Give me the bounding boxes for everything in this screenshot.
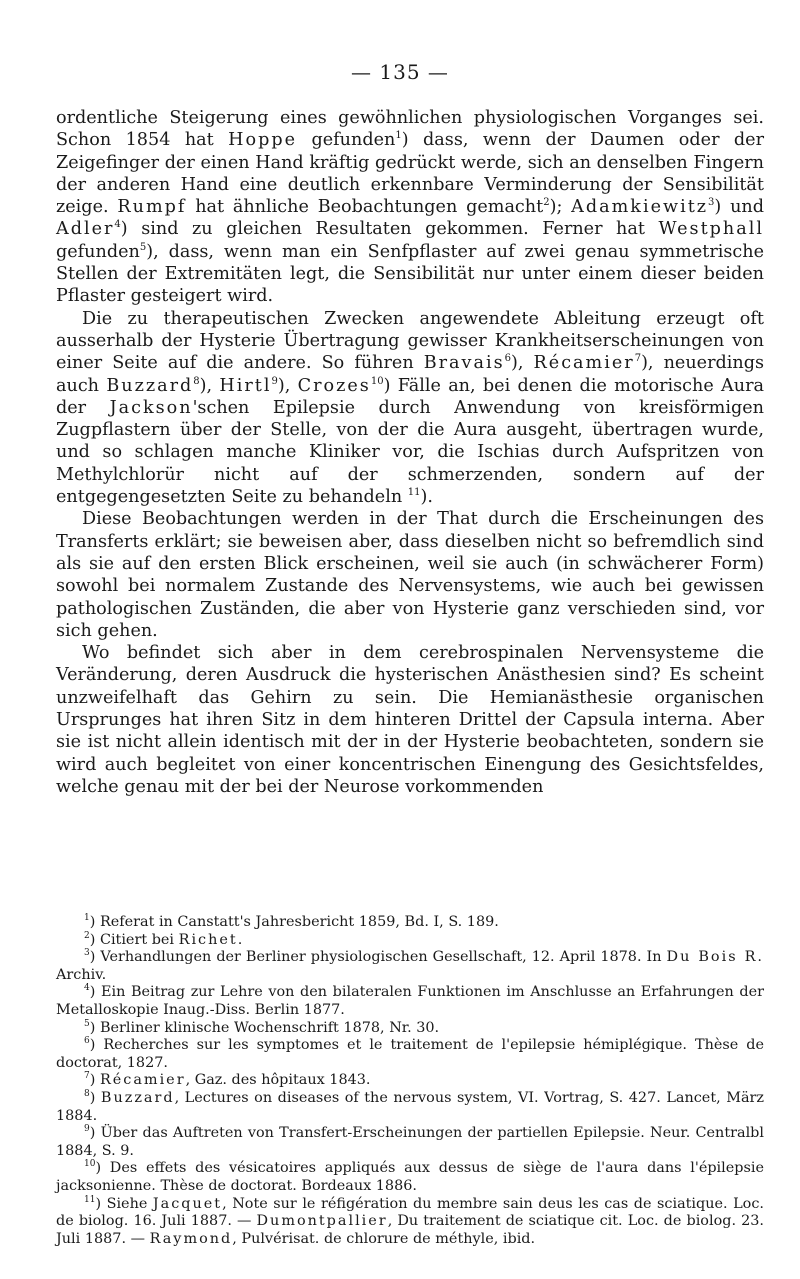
footnote xyxy=(56,1196,764,1249)
footnote xyxy=(56,932,764,950)
text-run: ) Fälle an, bei denen die motorische Aura der xyxy=(56,375,764,418)
footnote-number: 4 xyxy=(84,983,90,994)
footnote xyxy=(56,914,764,932)
text-run: Recherches sur les symptomes et le traitement de l'epilepsie hémiplégique. Thèse de doctorat, 1827. xyxy=(56,1037,764,1071)
text-run: , Du traitement de sciatique cit. Loc. de biolog. 23. Juli 1887. — xyxy=(56,1213,764,1247)
text-run: ) dass, wenn der Daumen oder der Zeigefinger der einen Hand kräftig gedrückt werde, sich an denselben Fingern der anderen Hand eine deutlich erkennbare Verminderung der Sensibilität zeige. xyxy=(56,130,765,218)
text-run: Wo befindet sich aber in dem cerebrospinalen Nervensysteme die Veränderung, deren Ausdruck die hysterischen Anästhesien sind? Es scheint unzweifelhaft das Gehirn zu sein. Die Hemianästhesie organischen Ursprunges hat ihren Sitz in dem hinteren Drittel der Capsula interna. Aber sie ist nicht allein identisch mit der in der Hysterie beobachteten, sondern sie wird auch begleitet von einer koncentrischen Einengung des Gesichtsfeldes, welche genau mit der bei der Neurose vorkommenden xyxy=(56,643,764,797)
author-name: Westphall xyxy=(658,219,764,240)
text-run: Des effets des vésicatoires appliqués aux dessus de siège de l'aura dans l'épilepsie jacksonienne. Thèse de doctorat. Bordeaux 1886. xyxy=(56,1160,764,1194)
footnote-number: 8 xyxy=(84,1089,90,1100)
footnote-number: 10 xyxy=(84,1159,96,1170)
footnote-number: 3 xyxy=(84,948,90,959)
text-run: Über das Auftreten von Transfert-Erscheinungen der partiellen Epilepsie. Neur. Centralbl 1884, S. 9. xyxy=(56,1125,764,1159)
footnote-number-paren: ) xyxy=(89,914,100,930)
text-run: Archiv. xyxy=(56,966,107,983)
footnote xyxy=(56,1037,764,1072)
footnote-number: 5 xyxy=(84,1018,90,1029)
footnote-reference: 4 xyxy=(114,219,121,231)
text-run: Die zu therapeutischen Zwecken angewendete Ableitung erzeugt oft ausserhalb der Hysterie Übertragung gewisser Krankheitserscheinungen von einer Seite auf die andere. So führen xyxy=(56,308,764,374)
text-run: ). xyxy=(420,487,433,508)
body-text xyxy=(56,107,764,798)
author-name: Jacquet xyxy=(152,1195,223,1212)
footnote-number: 9 xyxy=(84,1124,90,1135)
text-run: ), dass, wenn man ein Senfpflaster auf zwei genau symmetrische Stellen der Extremitäten legt, die Sensibilität nur unter einem dieser beiden Pflaster gesteigert wird. xyxy=(56,241,764,307)
footnote-number-paren: ) xyxy=(89,1125,101,1142)
text-run: Diese Beobachtungen werden in der That durch die Erscheinungen des Transferts erklärt; sie beweisen aber, dass dieselben nicht so befremdlich sind als sie auf den ersten Blick erscheinen, weil sie auch (in schwächerer Form) sowohl bei normalem Zustande des Nervensystems, wie auch bei gewissen pathologischen Zuständen, die aber von Hysterie ganz verschieden sind, vor sich gehen. xyxy=(56,509,764,641)
text-run: gefunden xyxy=(56,241,140,262)
text-run: Ein Beitrag zur Lehre von den bilateralen Funktionen im Anschlusse an Erfahrungen der Metalloskopie Inaug.-Diss. Berlin 1877. xyxy=(56,984,764,1018)
text-run: gefunden xyxy=(297,130,396,151)
text-run: , Pulvérisat. de chlorure de méthyle, ibid. xyxy=(232,1230,536,1247)
footnote-reference: 8 xyxy=(193,375,200,387)
author-name: Jackson xyxy=(109,397,193,418)
footnote-reference: 10 xyxy=(370,375,384,387)
footnote-number: 2 xyxy=(84,930,90,941)
footnotes xyxy=(56,914,764,1248)
footnote xyxy=(56,1072,764,1090)
footnote-reference: 3 xyxy=(708,197,715,209)
author-name: Récamier xyxy=(99,1072,186,1089)
text-run: Siehe xyxy=(106,1195,153,1212)
footnote-reference: 1 xyxy=(395,130,402,142)
author-name: Dumontpallier xyxy=(256,1213,388,1230)
footnote-reference: 11 xyxy=(407,487,421,499)
footnote xyxy=(56,1090,764,1125)
footnote-reference: 7 xyxy=(634,353,642,365)
text-run: , Lectures on diseases of the nervous system, VI. Vortrag, S. 427. Lancet, März 1884. xyxy=(56,1089,764,1124)
author-name: Hirtl xyxy=(219,375,272,396)
footnote-number: 7 xyxy=(84,1071,90,1082)
footnote-number-paren: ) xyxy=(95,1195,107,1212)
text-run: ) und xyxy=(714,197,765,218)
text-run: Verhandlungen der Berliner physiologischen Gesellschaft, 12. April 1878. In xyxy=(100,949,667,966)
text-run: 'schen Epilepsie durch Anwendung von kreisförmigen Zugpflastern über der Stelle, von der die Aura ausgeht, übertragen wurde, und so schlagen manche Kliniker vor, die Ischias durch Aufspritzen von Methylchlorür nicht auf der schmerzenden, sondern auf der entgegengesetzten Seite zu behandeln xyxy=(56,397,764,508)
footnote xyxy=(56,1125,764,1160)
footnote-number-paren: ) xyxy=(89,984,101,1001)
text-run: ), neuerdings auch xyxy=(56,353,764,396)
author-name: Adler xyxy=(56,219,115,240)
footnote xyxy=(56,1020,764,1038)
footnote-number-paren: ) xyxy=(89,949,101,966)
footnote xyxy=(56,1160,764,1195)
author-name: Richet xyxy=(178,931,238,948)
paragraph xyxy=(56,308,764,509)
author-name: Adamkiewitz xyxy=(571,197,709,218)
text-run: Berliner klinische Wochenschrift 1878, Nr. 30. xyxy=(99,1019,440,1036)
text-run: , Note sur le réfigération du membre sain deus les cas de sciatique. Loc. de biolog. 16. Juli 1887. — xyxy=(56,1195,764,1230)
text-run: ), xyxy=(511,353,534,374)
footnote-reference: 5 xyxy=(139,241,147,253)
text-run: ); xyxy=(549,197,572,218)
author-name: Buzzard xyxy=(106,375,194,396)
paragraph xyxy=(56,642,764,798)
footnote-reference: 9 xyxy=(271,375,278,387)
text-run: hat ähnliche Beobachtungen gemacht xyxy=(186,197,544,218)
footnote-number-paren: ) xyxy=(89,1089,101,1106)
author-name: Récamier xyxy=(533,353,635,374)
footnote-reference: 6 xyxy=(504,353,512,365)
author-name: Bravais xyxy=(423,353,505,374)
footnote xyxy=(56,949,764,984)
text-run: ) sind zu gleichen Resultaten gekommen. Ferner hat xyxy=(120,219,659,240)
text-run: Referat in Canstatt's Jahresbericht 1859, Bd. I, S. 189. xyxy=(99,914,499,930)
text-run: . xyxy=(237,931,243,948)
footnote-reference: 2 xyxy=(543,197,550,209)
text-run: ordentliche Steigerung eines gewöhnlichen physiologischen Vorganges sei. Schon 1854 hat xyxy=(56,108,764,151)
footnote-number-paren: ) xyxy=(95,1160,110,1177)
text-run: ), xyxy=(199,375,220,396)
paragraph xyxy=(56,508,764,642)
text-run: , Gaz. des hôpitaux 1843. xyxy=(185,1072,371,1089)
page-number: — 135 — xyxy=(351,60,449,84)
author-name: Buzzard xyxy=(100,1089,175,1106)
author-name: Crozes xyxy=(297,375,371,396)
footnote-number-paren: ) xyxy=(89,1037,104,1054)
footnote xyxy=(56,984,764,1019)
text-run: ), xyxy=(277,375,298,396)
author-name: Rumpf xyxy=(117,197,187,218)
footnote-number: 1 xyxy=(84,913,90,924)
footnote-number-paren: ) xyxy=(89,931,100,948)
author-name: Raymond xyxy=(149,1230,233,1247)
footnote-number: 11 xyxy=(84,1194,96,1205)
author-name: Du Bois R. xyxy=(666,949,764,966)
footnote-number: 6 xyxy=(84,1036,90,1047)
footnote-number-paren: ) xyxy=(89,1072,100,1089)
text-run: Citiert bei xyxy=(99,931,179,948)
footnote-number-paren: ) xyxy=(89,1019,100,1036)
author-name: Hoppe xyxy=(228,130,298,151)
paragraph xyxy=(56,107,764,308)
